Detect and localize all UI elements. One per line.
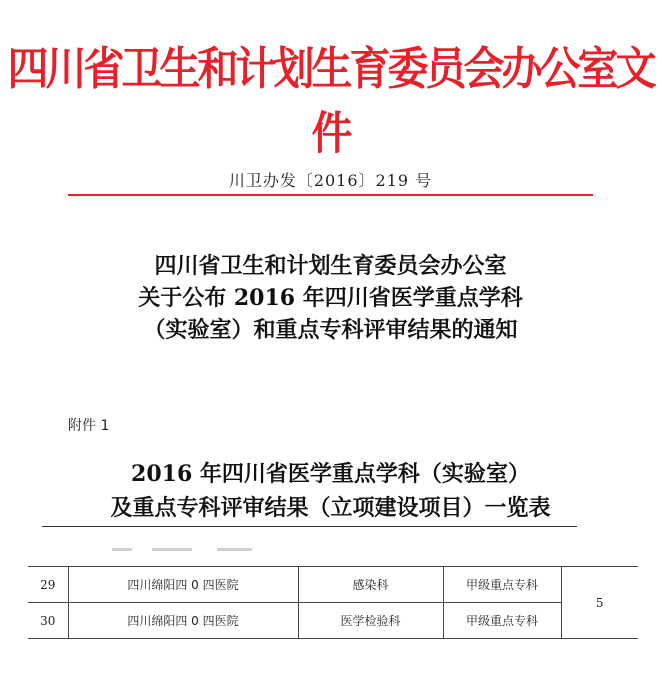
notice-title xyxy=(0,250,661,346)
notice-title-line-2: 关于公布 2016 年四川省医学重点学科 xyxy=(138,285,523,311)
specialty-level: 甲级重点专科 xyxy=(443,603,561,639)
notice-title-line-1: 四川省卫生和计划生育委员会办公室 xyxy=(154,253,507,279)
table-row xyxy=(28,567,638,603)
table-row xyxy=(28,603,638,639)
department-name: 感染科 xyxy=(298,567,443,603)
merged-count: 5 xyxy=(561,567,638,639)
list-title-line-2: 及重点专科评审结果（立项建设项目）一览表 xyxy=(110,495,551,521)
department-name: 医学检验科 xyxy=(298,603,443,639)
row-number: 30 xyxy=(28,603,68,639)
attachment-label: 附件 1 xyxy=(68,418,110,434)
hospital-name: 四川绵阳四 0 四医院 xyxy=(68,603,298,639)
document-number: 川卫办发〔2016〕219 号 xyxy=(228,171,433,190)
title-underline xyxy=(42,526,577,527)
masthead-title: 四川省卫生和计划生育委员会办公室文件 xyxy=(7,42,654,160)
red-divider-line xyxy=(68,194,593,196)
row-number: 29 xyxy=(28,567,68,603)
specialty-level: 甲级重点专科 xyxy=(443,567,561,603)
faded-header-remnant xyxy=(42,528,577,558)
results-table xyxy=(28,566,638,639)
hospital-name: 四川绵阳四 0 四医院 xyxy=(68,567,298,603)
list-title-line-1: 2016 年四川省医学重点学科（实验室） xyxy=(131,461,530,487)
list-title xyxy=(0,457,661,525)
notice-title-line-3: （实验室）和重点专科评审结果的通知 xyxy=(143,317,518,343)
